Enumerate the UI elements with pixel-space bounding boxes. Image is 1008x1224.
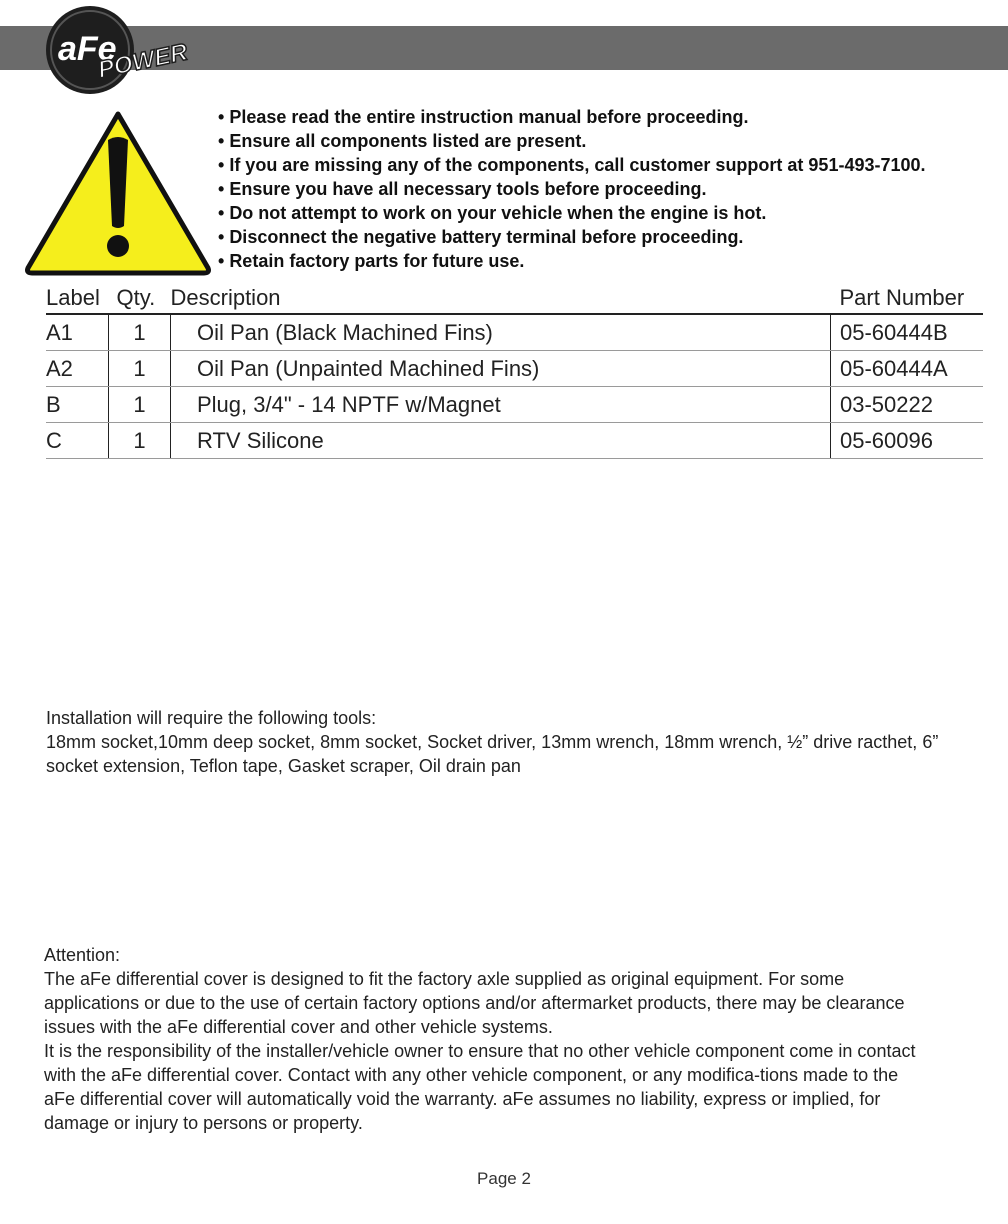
cell-description: RTV Silicone xyxy=(171,423,831,459)
table-header-row xyxy=(46,283,983,314)
column-header-label: Label xyxy=(46,283,109,314)
table-row xyxy=(46,423,983,459)
cell-label: C xyxy=(46,423,109,459)
tools-intro: Installation will require the following tools: xyxy=(46,708,377,728)
attention-section xyxy=(44,943,924,1135)
attention-heading: Attention: xyxy=(44,945,121,965)
cell-qty: 1 xyxy=(109,314,171,351)
cell-part-number: 05-60096 xyxy=(831,423,984,459)
safety-bullet-list xyxy=(218,105,926,273)
cell-part-number: 05-60444A xyxy=(831,351,984,387)
cell-label: A1 xyxy=(46,314,109,351)
bullet-item: • Do not attempt to work on your vehicle when the engine is hot. xyxy=(218,201,926,225)
bullet-item: • Ensure you have all necessary tools before proceeding. xyxy=(218,177,926,201)
warning-triangle-icon xyxy=(22,108,214,276)
bullet-item: • If you are missing any of the components, call customer support at 951-493-7100. xyxy=(218,153,926,177)
table-row xyxy=(46,387,983,423)
parts-table xyxy=(46,283,983,459)
cell-qty: 1 xyxy=(109,351,171,387)
attention-paragraph: It is the responsibility of the installer/vehicle owner to ensure that no other vehicle component come in contact with the aFe differential cover. Contact with any other vehicle component, or any modifica-tions made to the aFe differential cover will automatically void the warranty. aFe assumes no liability, express or implied, for damage or injury to persons or property. xyxy=(44,1041,916,1133)
cell-part-number: 05-60444B xyxy=(831,314,984,351)
table-row xyxy=(46,351,983,387)
bullet-item: • Please read the entire instruction manual before proceeding. xyxy=(218,105,926,129)
bullet-item: • Ensure all components listed are present. xyxy=(218,129,926,153)
page-number: Page 2 xyxy=(477,1169,531,1188)
column-header-part-number: Part Number xyxy=(831,283,984,314)
cell-description: Oil Pan (Unpainted Machined Fins) xyxy=(171,351,831,387)
cell-qty: 1 xyxy=(109,423,171,459)
cell-qty: 1 xyxy=(109,387,171,423)
afe-power-logo xyxy=(42,2,194,98)
tools-section xyxy=(46,706,976,778)
svg-text:POWER: POWER xyxy=(95,38,190,84)
svg-text:aFe: aFe xyxy=(58,30,117,68)
tools-list: 18mm socket,10mm deep socket, 8mm socket, Socket driver, 13mm wrench, 18mm wrench, ½” drive racthet, 6” socket extension, Teflon tape, Gasket scraper, Oil drain pan xyxy=(46,732,939,776)
cell-description: Oil Pan (Black Machined Fins) xyxy=(171,314,831,351)
column-header-qty: Qty. xyxy=(109,283,171,314)
cell-label: B xyxy=(46,387,109,423)
cell-part-number: 03-50222 xyxy=(831,387,984,423)
bullet-item: • Disconnect the negative battery terminal before proceeding. xyxy=(218,225,926,249)
attention-paragraph: The aFe differential cover is designed to fit the factory axle supplied as original equipment. For some applications or due to the use of certain factory options and/or aftermarket products, there may be clearance issues with the aFe differential cover and other vehicle systems. xyxy=(44,969,905,1037)
table-row xyxy=(46,314,983,351)
column-header-description: Description xyxy=(171,283,831,314)
cell-description: Plug, 3/4" - 14 NPTF w/Magnet xyxy=(171,387,831,423)
cell-label: A2 xyxy=(46,351,109,387)
bullet-item: • Retain factory parts for future use. xyxy=(218,249,926,273)
